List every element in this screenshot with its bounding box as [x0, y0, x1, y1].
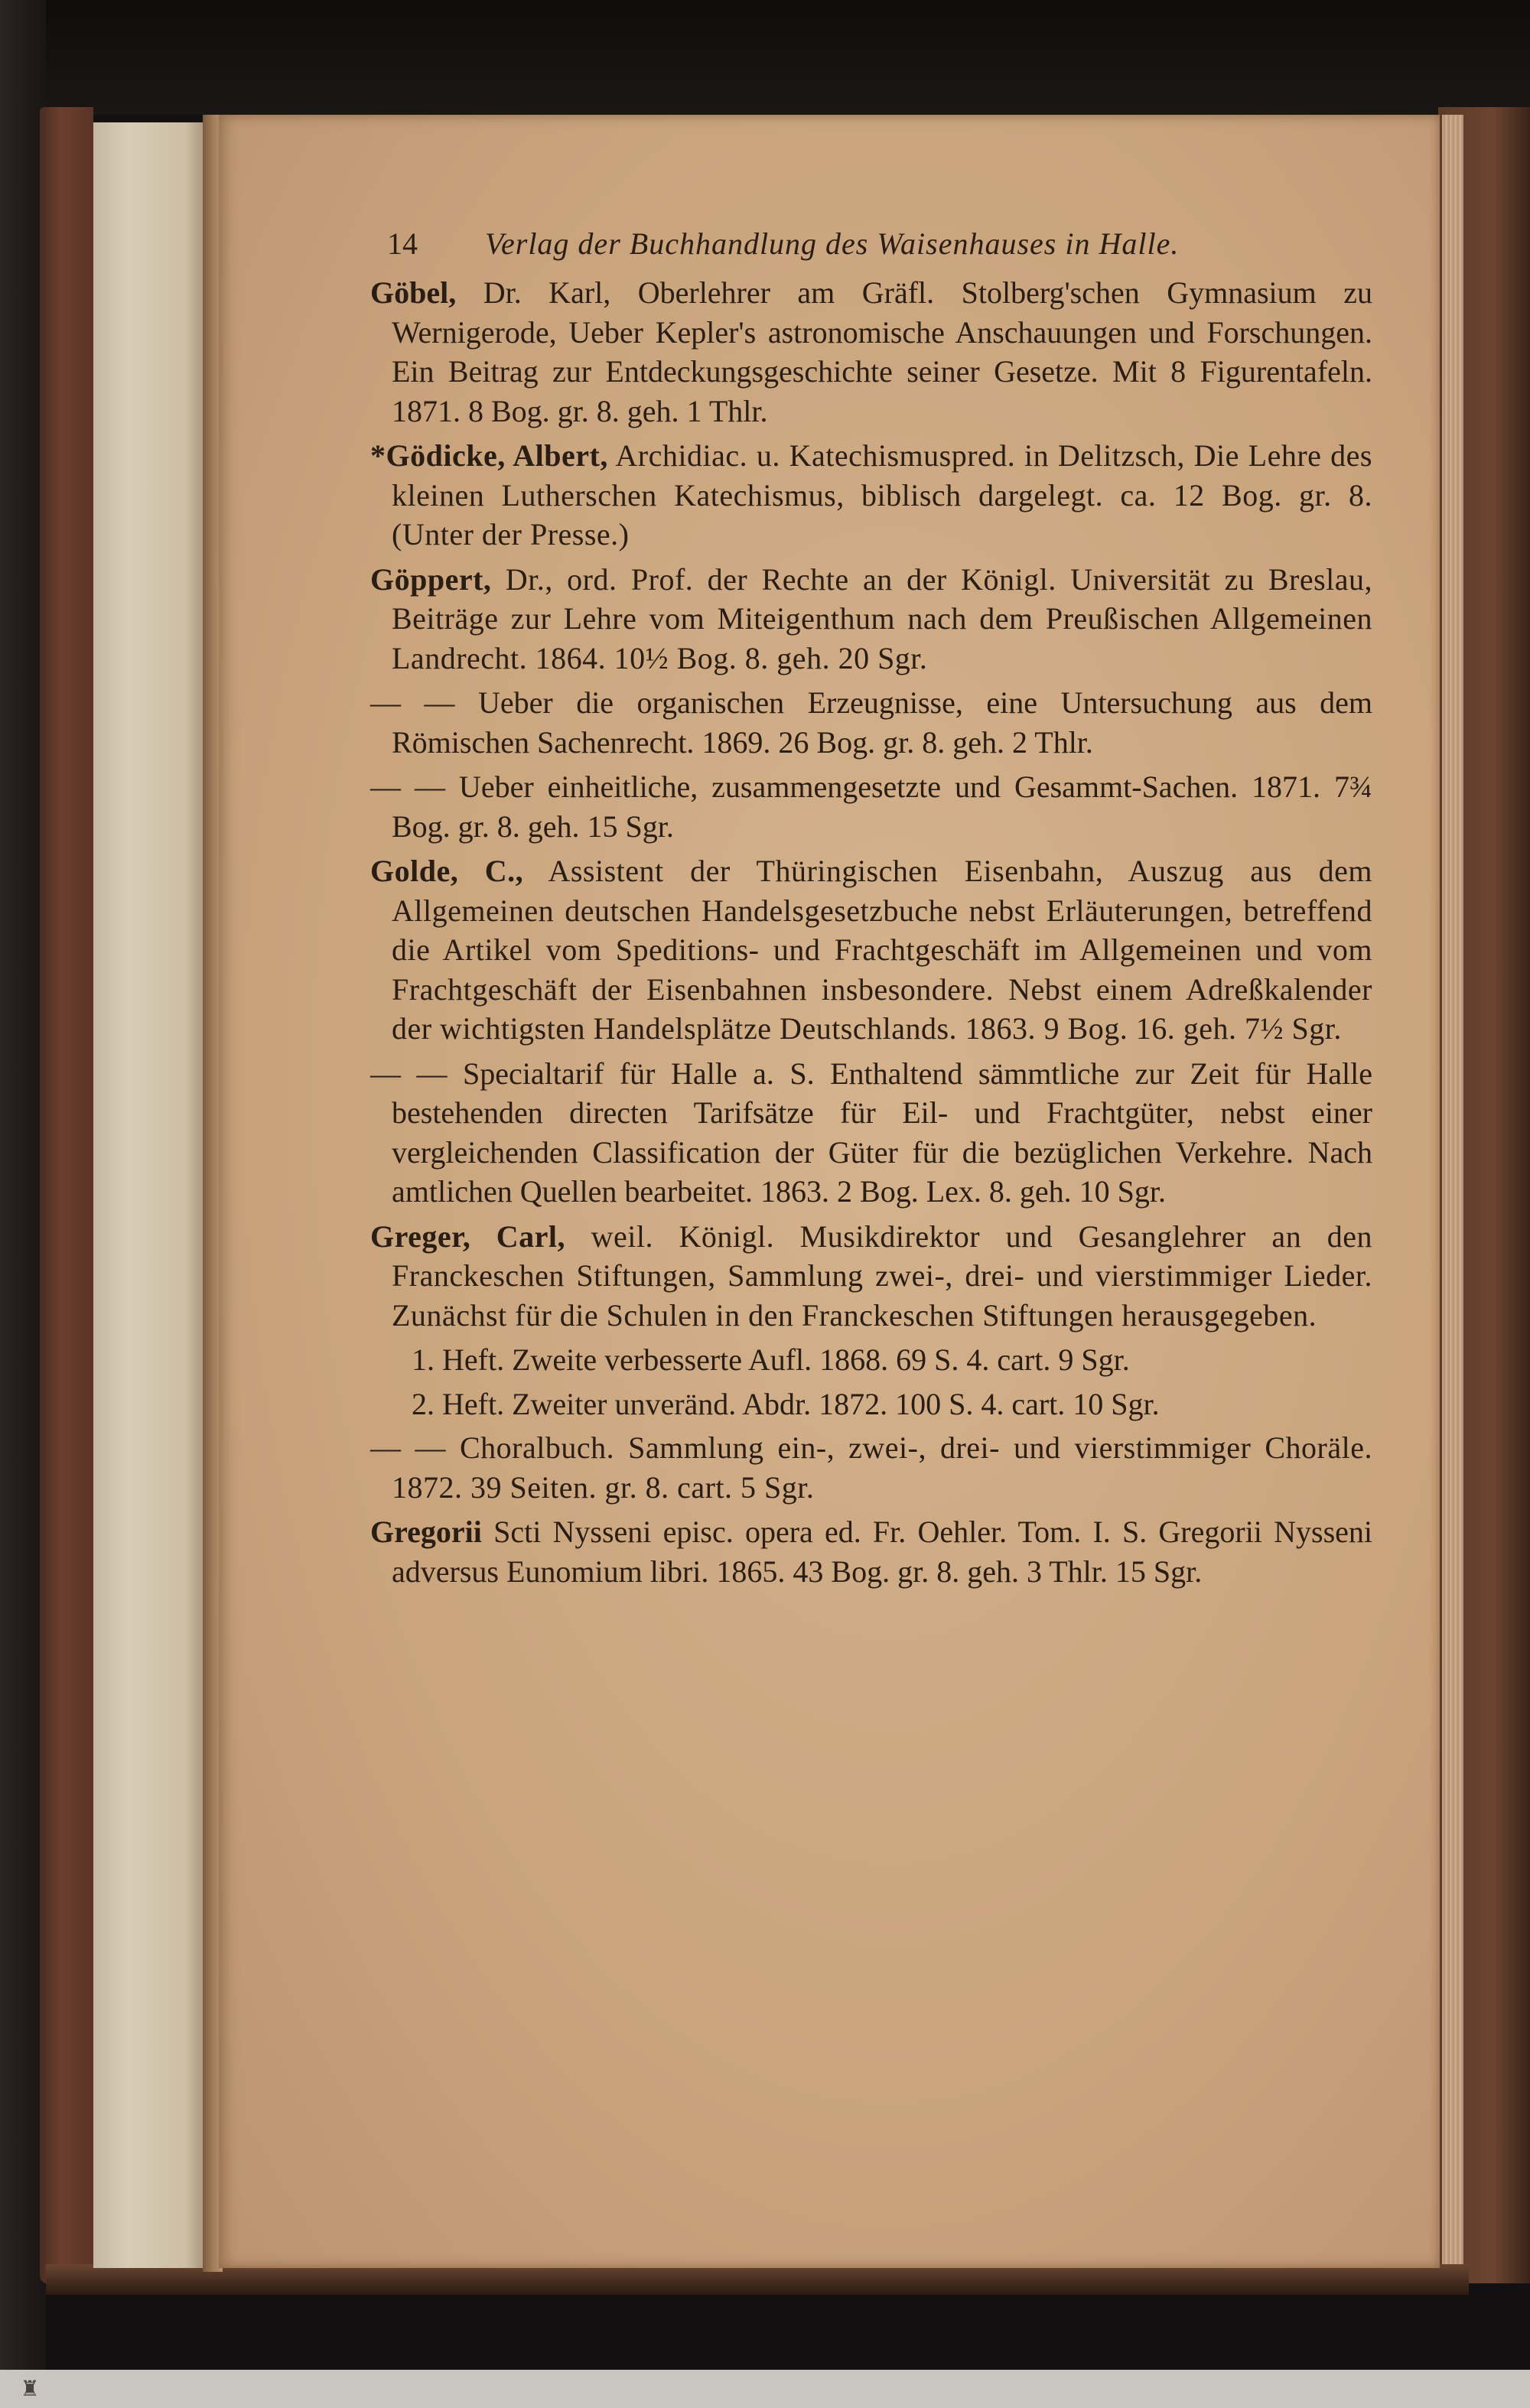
entry-text: Specialtarif für Halle a. S. Enthaltend sämmtliche zur Zeit für Halle bestehenden directen Tarifsätze für Eil- und Frachtgüter, nebst einer vergleichenden Classification der Güter für die bezüglichen Verkehre. Nach amtlichen Quellen bearbeitet. 1863. 2 Bog. Lex. 8. geh. 10 Sgr.: [392, 1056, 1372, 1209]
entry-author: Göppert,: [370, 561, 492, 597]
catalog-entry: [370, 436, 1372, 555]
flyleaf: [93, 122, 208, 2268]
entry-dash: — —: [370, 1056, 448, 1091]
catalog-entry: [370, 560, 1372, 678]
entry-author: Gregorii: [370, 1515, 482, 1549]
background-top: [0, 0, 1530, 115]
page-header: [370, 226, 1372, 273]
page-number: 14: [387, 226, 418, 261]
catalog-entry: [370, 273, 1372, 431]
running-title: Verlag der Buchhandlung des Waisenhauses in Halle.: [485, 226, 1180, 261]
entry-text: Ueber die organischen Erzeugnisse, eine Untersuchung aus dem Römischen Sachenrecht. 1869. 26 Bog. gr. 8. geh. 2 Thlr.: [392, 685, 1373, 760]
entry-text: Choralbuch. Sammlung ein-, zwei-, drei- und vierstimmiger Choräle. 1872. 39 Seiten. gr. 8. cart. 5 Sgr.: [392, 1430, 1372, 1505]
catalog-entry: [370, 851, 1372, 1049]
book-bottom-edge: [46, 2264, 1469, 2295]
page-edges: [1442, 115, 1463, 2272]
catalog-entry: [370, 1512, 1372, 1591]
library-logo-icon: ♜: [20, 2376, 40, 2401]
catalog-entry: [370, 1217, 1372, 1336]
entry-text: weil. Königl. Musikdirektor und Gesanglehrer an den Franckeschen Stiftungen, Sammlung zwei-, drei- und vierstimmiger Lieder. Zunächst für die Schulen in den Franckeschen Stiftungen herausgegeben.: [392, 1219, 1372, 1333]
entry-text: Dr., ord. Prof. der Rechte an der Königl. Universität zu Breslau, Beiträge zur Lehre vom Miteigenthum nach dem Preußischen Allgemeinen Landrecht. 1864. 10½ Bog. 8. geh. 20 Sgr.: [392, 561, 1372, 675]
book-cover-left: [40, 107, 93, 2283]
background-left: [0, 0, 46, 2371]
entry-dash: — —: [370, 1430, 446, 1465]
catalog-entry: [370, 1054, 1372, 1212]
catalog-entry: [370, 767, 1372, 846]
entry-author: *Gödicke, Albert,: [370, 438, 608, 473]
entry-text: Assistent der Thüringischen Eisenbahn, Auszug aus dem Allgemeinen deutschen Handelsgesetzbuche nebst Erläuterungen, betreffend die Artikel vom Speditions- und Frachtgeschäft im Allgemeinen und vom Frachtgeschäft der Eisenbahnen insbesondere. Nebst einem Adreßkalender der wichtigsten Handelsplätze Deutschlands. 1863. 9 Bog. 16. geh. 7½ Sgr.: [392, 854, 1372, 1046]
entry-text: Ueber einheitliche, zusammengesetzte und Gesammt-Sachen. 1871. 7¾ Bog. gr. 8. geh. 15 Sgr.: [392, 770, 1372, 844]
page-text: [370, 226, 1372, 1596]
entry-text: Archidiac. u. Katechismuspred. in Delitzsch, Die Lehre des kleinen Lutherschen Katechismus, biblisch dargelegt. ca. 12 Bog. gr. 8. (Unter der Presse.): [392, 438, 1373, 552]
entry-author: Greger, Carl,: [370, 1219, 566, 1254]
entry-text: Scti Nysseni episc. opera ed. Fr. Oehler. Tom. I. S. Gregorii Nysseni adversus Eunomium libri. 1865. 43 Bog. gr. 8. geh. 3 Thlr. 15 Sgr.: [392, 1515, 1372, 1589]
sub-item: 2. Heft. Zweiter unveränd. Abdr. 1872. 100 S. 4. cart. 10 Sgr.: [412, 1386, 1160, 1421]
entry-author: Golde, C.,: [370, 854, 524, 888]
entry-dash: — —: [370, 770, 445, 804]
catalog-entry: [370, 683, 1372, 762]
viewer-footer: [0, 2370, 1530, 2408]
entry-dash: — —: [370, 685, 455, 720]
sub-item: 1. Heft. Zweite verbesserte Aufl. 1868. 69 S. 4. cart. 9 Sgr.: [412, 1342, 1130, 1377]
catalog-entry: [370, 1428, 1372, 1507]
entry-text: Dr. Karl, Oberlehrer am Gräfl. Stolberg'schen Gymnasium zu Wernigerode, Ueber Kepler's astronomische Anschauungen und Forschungen. Ein Beitrag zur Entdeckungsgeschichte seiner Gesetze. Mit 8 Figurentafeln. 1871. 8 Bog. gr. 8. geh. 1 Thlr.: [392, 275, 1372, 428]
entry-author: Göbel,: [370, 275, 457, 310]
